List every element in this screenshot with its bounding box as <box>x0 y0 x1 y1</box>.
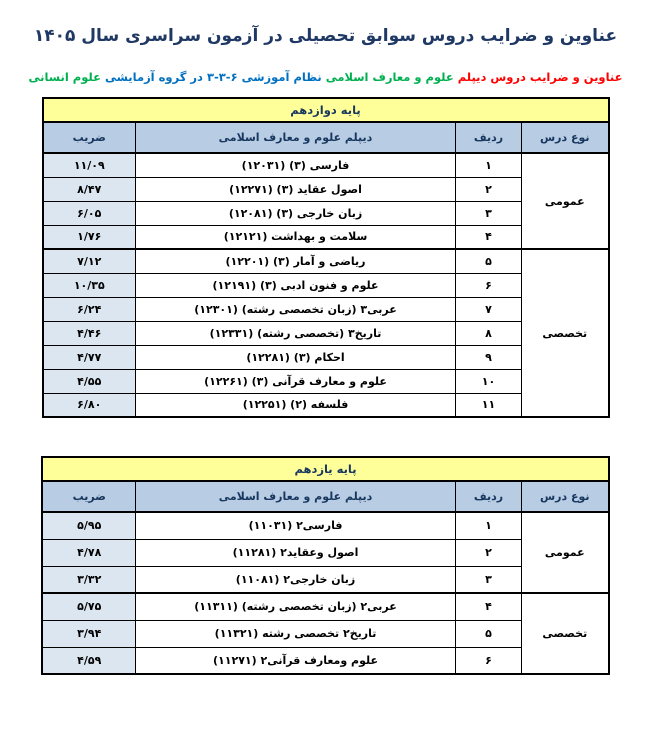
course-name-cell: عربی۳ (زبان تخصصی رشته) (۱۲۳۰۱) <box>136 297 456 321</box>
row-number-cell: ۸ <box>456 321 522 345</box>
col-header-course-type: نوع درس <box>522 122 609 153</box>
row-number-cell: ۱۰ <box>456 369 522 393</box>
coefficient-cell: ۴/۷۸ <box>42 539 135 566</box>
coefficient-cell: ۶/۰۵ <box>43 201 136 225</box>
course-row <box>42 512 608 539</box>
course-type-cell: تخصصی <box>522 593 609 674</box>
coefficient-cell: ۴/۵۹ <box>42 647 135 674</box>
row-number-cell: ۴ <box>456 593 522 620</box>
coefficient-cell: ۱/۷۶ <box>43 225 136 249</box>
course-name-cell: علوم ومعارف قرآنی۲ (۱۱۲۷۱) <box>136 647 456 674</box>
grade-caption: پایه یازدهم <box>42 457 608 481</box>
coefficient-cell: ۱۱/۰۹ <box>43 153 136 177</box>
coefficient-cell: ۸/۴۷ <box>43 177 136 201</box>
row-number-cell: ۲ <box>456 539 522 566</box>
coefficient-cell: ۶/۲۴ <box>43 297 136 321</box>
row-number-cell: ۱۱ <box>456 393 522 417</box>
course-row <box>43 249 609 273</box>
coefficient-cell: ۴/۷۷ <box>43 345 136 369</box>
col-header-coefficient: ضریب <box>42 481 135 512</box>
coefficient-cell: ۴/۴۶ <box>43 321 136 345</box>
grade-band-row <box>43 98 609 122</box>
course-name-cell: سلامت و بهداشت (۱۲۱۲۱) <box>136 225 456 249</box>
grade11-table <box>41 456 609 675</box>
course-type-cell: عمومی <box>522 512 609 593</box>
coefficient-cell: ۷/۱۲ <box>43 249 136 273</box>
row-number-cell: ۷ <box>456 297 522 321</box>
course-name-cell: علوم و معارف قرآنی (۳) (۱۲۲۶۱) <box>136 369 456 393</box>
row-number-cell: ۲ <box>456 177 522 201</box>
subtitle-segment: علوم انسانی <box>28 70 101 84</box>
row-number-cell: ۳ <box>456 566 522 593</box>
column-header-row <box>42 481 608 512</box>
page-subtitle <box>0 70 651 84</box>
subtitle-segment: عناوین و ضرایب دروس دیپلم <box>453 70 623 84</box>
course-type-cell: عمومی <box>522 153 609 249</box>
course-name-cell: احکام (۳) (۱۲۲۸۱) <box>136 345 456 369</box>
course-name-cell: تاریخ۲ تخصصی رشته (۱۱۳۲۱) <box>136 620 456 647</box>
coefficient-cell: ۳/۳۲ <box>42 566 135 593</box>
col-header-course-type: نوع درس <box>522 481 609 512</box>
grade-caption: پایه دوازدهم <box>43 98 609 122</box>
course-name-cell: ریاضی و آمار (۳) (۱۲۲۰۱) <box>136 249 456 273</box>
course-type-cell: تخصصی <box>522 249 609 417</box>
col-header-coefficient: ضریب <box>43 122 136 153</box>
row-number-cell: ۹ <box>456 345 522 369</box>
coefficient-cell: ۶/۸۰ <box>43 393 136 417</box>
column-header-row <box>43 122 609 153</box>
course-name-cell: زبان خارجی۲ (۱۱۰۸۱) <box>136 566 456 593</box>
tables-container <box>0 97 651 675</box>
row-number-cell: ۵ <box>456 249 522 273</box>
grade12-table <box>42 97 610 418</box>
course-name-cell: عربی۲ (زبان تخصصی رشته) (۱۱۳۱۱) <box>136 593 456 620</box>
subtitle-segment: نظام آموزشی ۶-۳-۳ در گروه آزمایشی <box>100 70 322 84</box>
page-title: عناوین و ضرایب دروس سوابق تحصیلی در آزمون سراسری سال ۱۴۰۵ <box>33 26 618 46</box>
subtitle-segment: علوم و معارف اسلامی <box>321 70 454 84</box>
row-number-cell: ۴ <box>456 225 522 249</box>
course-name-cell: اصول عقاید (۳) (۱۲۲۷۱) <box>136 177 456 201</box>
coefficient-cell: ۳/۹۴ <box>42 620 135 647</box>
row-number-cell: ۵ <box>456 620 522 647</box>
row-number-cell: ۳ <box>456 201 522 225</box>
coefficient-cell: ۴/۵۵ <box>43 369 136 393</box>
course-name-cell: اصول وعقاید۲ (۱۱۲۸۱) <box>136 539 456 566</box>
row-number-cell: ۱ <box>456 512 522 539</box>
coefficient-cell: ۵/۹۵ <box>42 512 135 539</box>
course-name-cell: زبان خارجی (۳) (۱۲۰۸۱) <box>136 201 456 225</box>
course-name-cell: فلسفه (۲) (۱۲۲۵۱) <box>136 393 456 417</box>
course-row <box>43 153 609 177</box>
row-number-cell: ۶ <box>456 273 522 297</box>
col-header-course-name: دیپلم علوم و معارف اسلامی <box>136 481 456 512</box>
col-header-course-name: دیپلم علوم و معارف اسلامی <box>136 122 456 153</box>
coefficient-cell: ۱۰/۳۵ <box>43 273 136 297</box>
course-name-cell: فارسی (۳) (۱۲۰۳۱) <box>136 153 456 177</box>
course-name-cell: تاریخ۳ (تخصصی رشته) (۱۲۳۳۱) <box>136 321 456 345</box>
grade-band-row <box>42 457 608 481</box>
row-number-cell: ۶ <box>456 647 522 674</box>
col-header-row-number: ردیف <box>456 481 522 512</box>
course-name-cell: علوم و فنون ادبی (۳) (۱۲۱۹۱) <box>136 273 456 297</box>
col-header-row-number: ردیف <box>456 122 522 153</box>
coefficient-cell: ۵/۷۵ <box>42 593 135 620</box>
course-name-cell: فارسی۲ (۱۱۰۳۱) <box>136 512 456 539</box>
row-number-cell: ۱ <box>456 153 522 177</box>
course-row <box>42 593 608 620</box>
